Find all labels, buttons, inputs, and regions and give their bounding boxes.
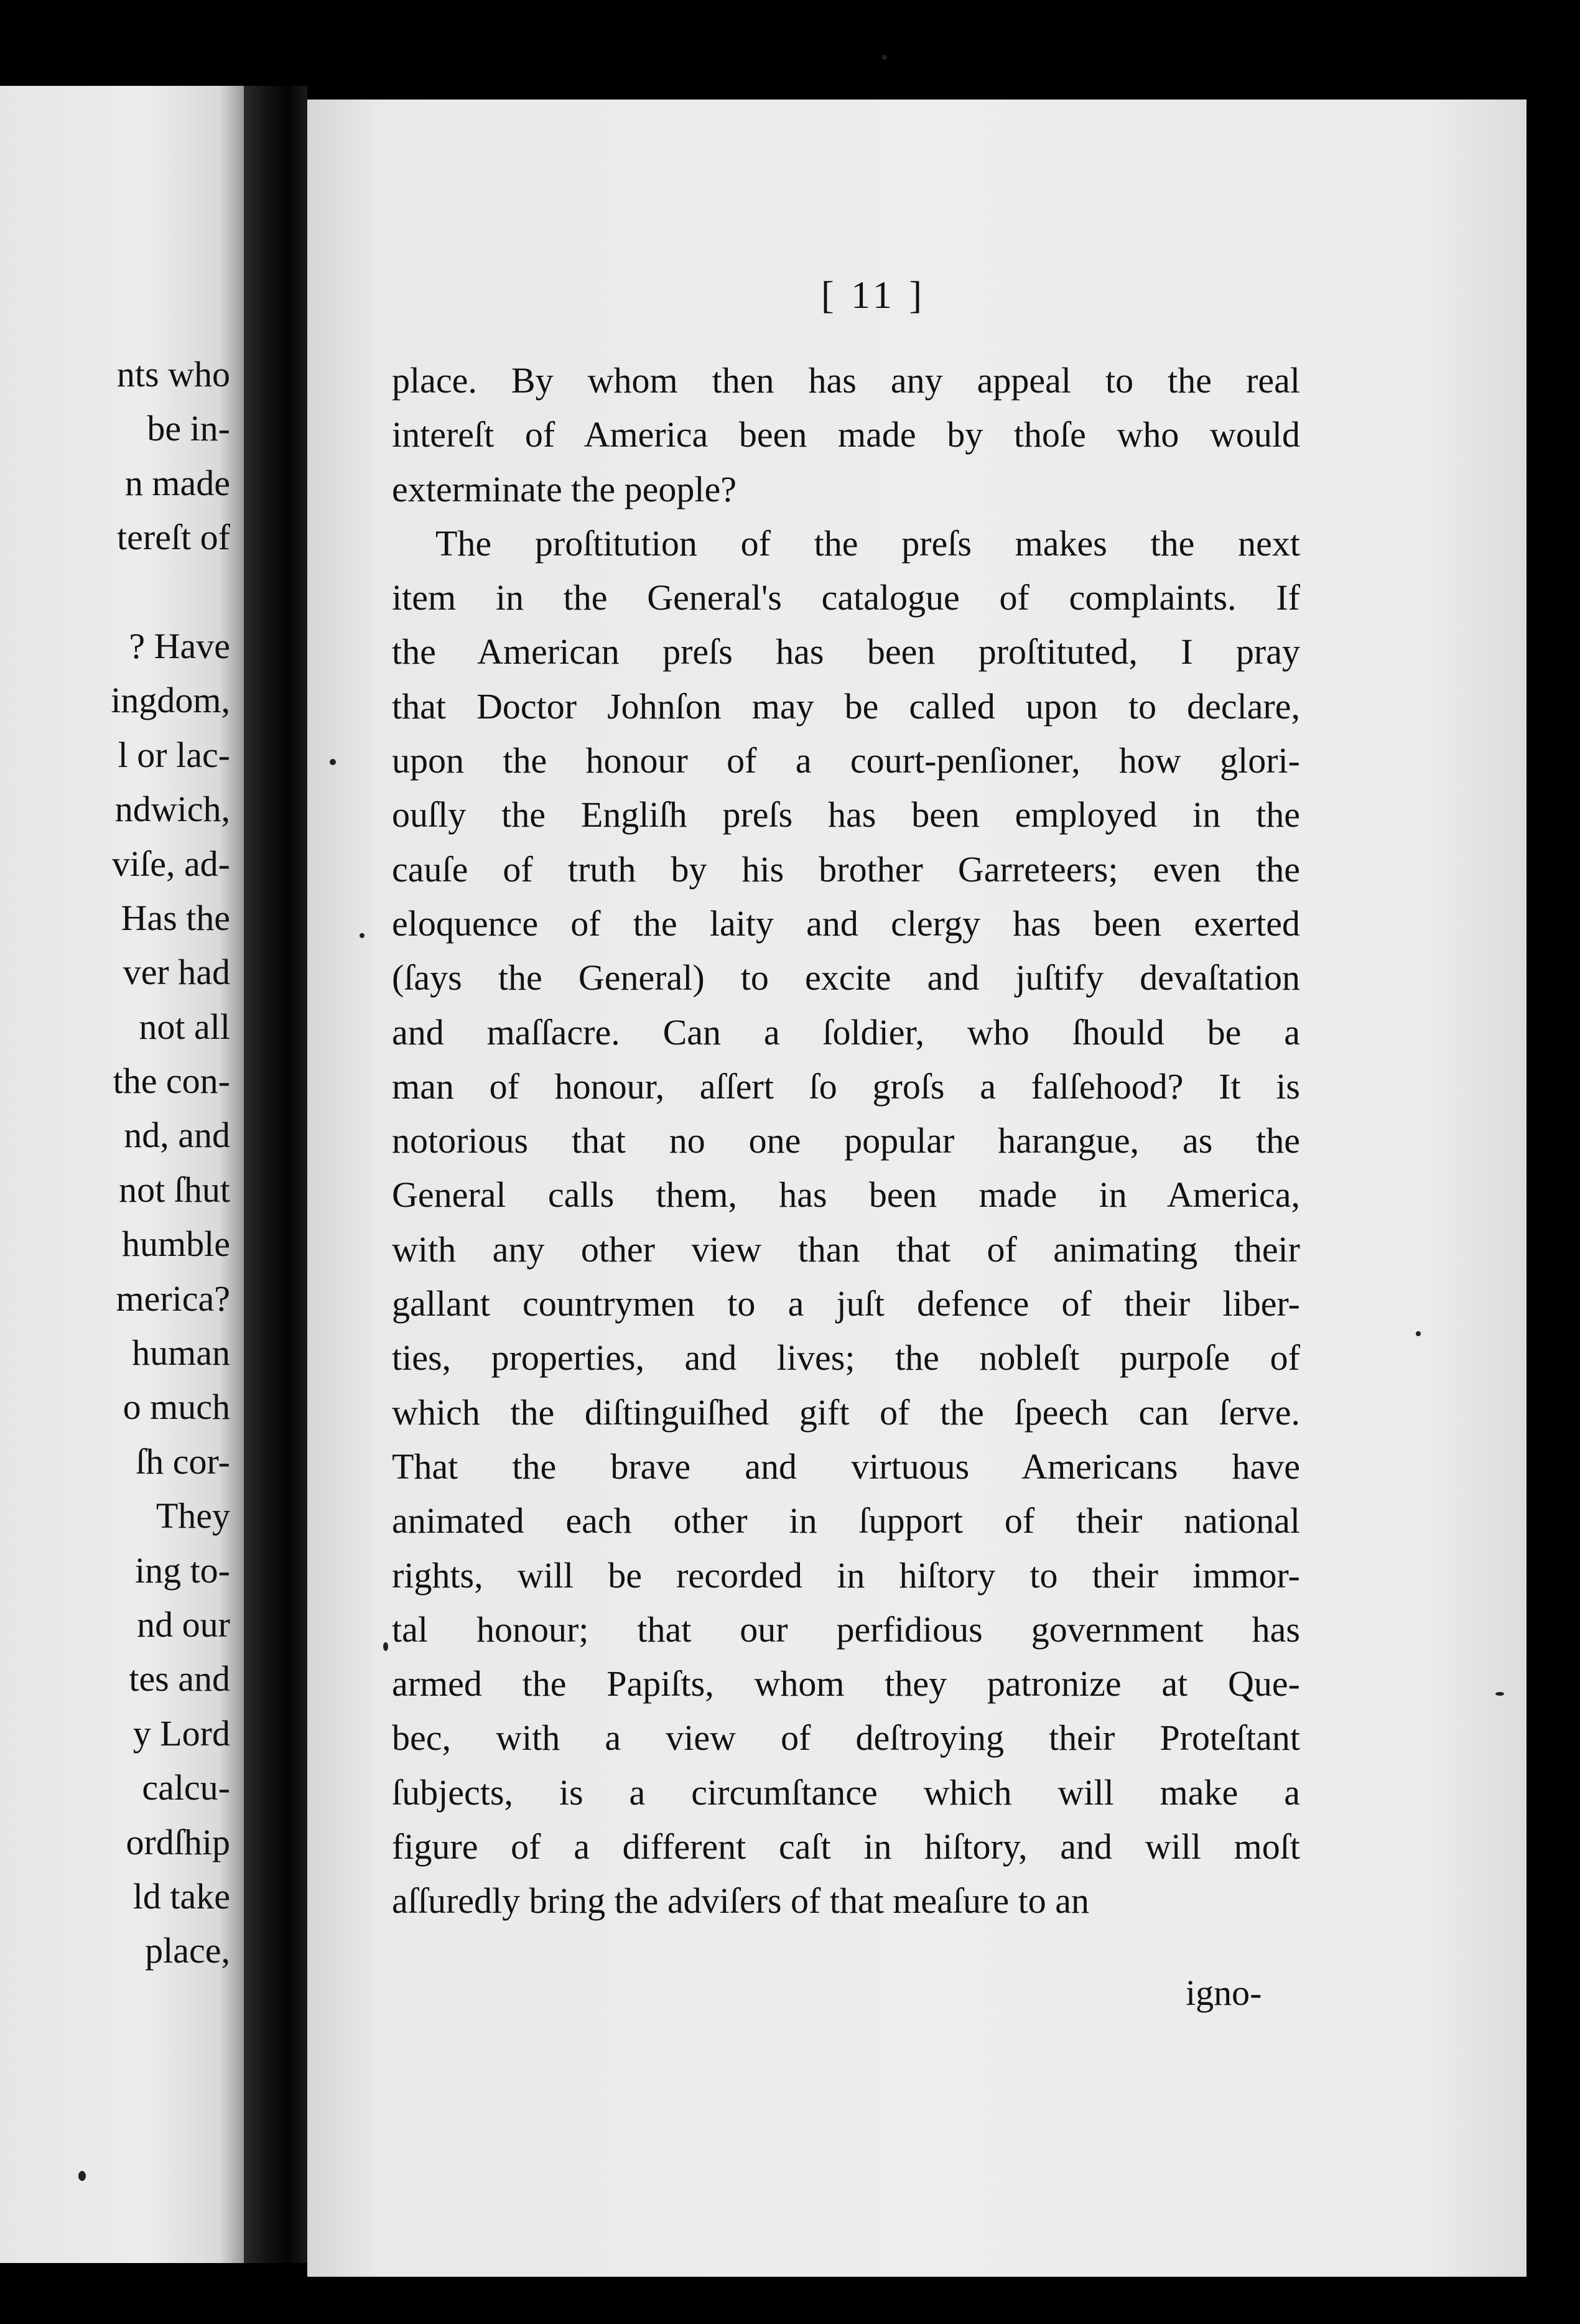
facing-page-line: ndwich, bbox=[114, 789, 230, 830]
text-line: animated each other in ſupport of their national bbox=[392, 1500, 1300, 1541]
facing-page-line: l or lac- bbox=[118, 734, 230, 775]
facing-page-line: not all bbox=[139, 1006, 230, 1047]
facing-page-line: not ſhut bbox=[119, 1169, 230, 1210]
text-line: gallant countrymen to a juſt defence of their liber- bbox=[392, 1283, 1300, 1324]
text-line: notorious that no one popular harangue, as the bbox=[392, 1120, 1300, 1161]
facing-page-line: Has the bbox=[121, 897, 230, 938]
text-line: place. By whom then has any appeal to the real bbox=[392, 360, 1300, 401]
text-line: tal honour; that our perfidious government has bbox=[392, 1609, 1300, 1650]
facing-page-line: ſh cor- bbox=[136, 1441, 230, 1482]
text-line: ouſly the Engliſh preſs has been employed in the bbox=[392, 794, 1300, 835]
text-line: item in the General's catalogue of complaints. If bbox=[392, 577, 1300, 618]
ink-speck bbox=[330, 759, 336, 765]
text-line: cauſe of truth by his brother Garreteers; even the bbox=[392, 848, 1300, 890]
text-line: the American preſs has been proſtituted, I pray bbox=[392, 631, 1300, 672]
facing-page-line: y Lord bbox=[132, 1713, 230, 1754]
facing-page-line bbox=[111, 565, 230, 619]
text-line: upon the honour of a court-penſioner, how glori- bbox=[392, 740, 1300, 781]
text-line: rights, will be recorded in hiſtory to their immor- bbox=[392, 1555, 1300, 1596]
ink-speck bbox=[78, 2171, 86, 2181]
facing-page-left bbox=[0, 86, 244, 2263]
facing-page-line: ver had bbox=[123, 952, 230, 993]
ink-speck bbox=[360, 933, 365, 938]
ink-speck bbox=[882, 55, 887, 60]
text-line: eloquence of the laity and clergy has been exerted bbox=[392, 903, 1300, 944]
facing-page-line: tes and bbox=[129, 1658, 230, 1699]
page-number-header: [ 11 ] bbox=[821, 274, 926, 317]
facing-page-line: n made bbox=[124, 462, 230, 503]
text-line: which the diſtinguiſhed gift of the ſpeech can ſerve. bbox=[392, 1392, 1300, 1433]
ink-speck bbox=[1495, 1692, 1504, 1696]
page-right bbox=[307, 100, 1527, 2277]
facing-page-line: the con- bbox=[113, 1061, 230, 1102]
facing-page-line: ld take bbox=[132, 1875, 230, 1917]
facing-page-line: viſe, ad- bbox=[111, 843, 230, 884]
facing-page-line: nd our bbox=[137, 1604, 230, 1645]
catchword: igno- bbox=[1186, 1973, 1262, 2013]
facing-page-line: human bbox=[132, 1332, 230, 1373]
text-line: General calls them, has been made in America, bbox=[392, 1174, 1300, 1215]
book-gutter-shadow bbox=[244, 86, 307, 2263]
ink-speck bbox=[1416, 1331, 1421, 1336]
facing-page-line: merica? bbox=[116, 1278, 230, 1319]
facing-page-line: nts who bbox=[116, 354, 230, 394]
text-line: The proſtitution of the preſs makes the next bbox=[435, 523, 1300, 564]
facing-page-line: They bbox=[156, 1495, 230, 1536]
facing-page-text bbox=[111, 347, 230, 1978]
facing-page-line: place, bbox=[145, 1930, 230, 1971]
facing-page-line: be in- bbox=[147, 408, 230, 449]
facing-page-line: ordſhip bbox=[126, 1821, 230, 1862]
text-line: That the brave and virtuous Americans have bbox=[392, 1446, 1300, 1487]
text-line: intereſt of America been made by thoſe who would bbox=[392, 414, 1300, 455]
facing-page-line: ingdom, bbox=[111, 680, 230, 721]
facing-page-line: humble bbox=[122, 1224, 230, 1265]
facing-page-line: tereſt of bbox=[117, 517, 230, 558]
text-line: with any other view than that of animating their bbox=[392, 1229, 1300, 1270]
ink-speck bbox=[383, 1642, 388, 1651]
text-line: man of honour, aſſert ſo groſs a falſehood? It is bbox=[392, 1066, 1300, 1107]
facing-page-line: nd, and bbox=[124, 1115, 230, 1156]
text-line: figure of a different caſt in hiſtory, and will moſt bbox=[392, 1826, 1300, 1867]
text-line: that Doctor Johnſon may be called upon to declare, bbox=[392, 686, 1300, 727]
facing-page-line: ? Have bbox=[129, 625, 230, 666]
text-line: ſubjects, is a circumſtance which will make a bbox=[392, 1772, 1300, 1813]
text-line: ties, properties, and lives; the nobleſt purpoſe of bbox=[392, 1337, 1300, 1378]
text-line: (ſays the General) to excite and juſtify devaſtation bbox=[392, 957, 1300, 998]
page-body-text bbox=[392, 353, 1300, 1928]
facing-page-line: o much bbox=[123, 1387, 230, 1428]
facing-page-line: ing to- bbox=[134, 1550, 230, 1591]
text-line: armed the Papiſts, whom they patronize at Que- bbox=[392, 1663, 1300, 1704]
text-line: exterminate the people? bbox=[392, 468, 737, 509]
text-line: aſſuredly bring the adviſers of that meaſure to an bbox=[392, 1880, 1089, 1922]
text-line: bec, with a view of deſtroying their Proteſtant bbox=[392, 1717, 1300, 1759]
text-line: and maſſacre. Can a ſoldier, who ſhould be a bbox=[392, 1011, 1300, 1053]
facing-page-line: calcu- bbox=[142, 1767, 230, 1808]
